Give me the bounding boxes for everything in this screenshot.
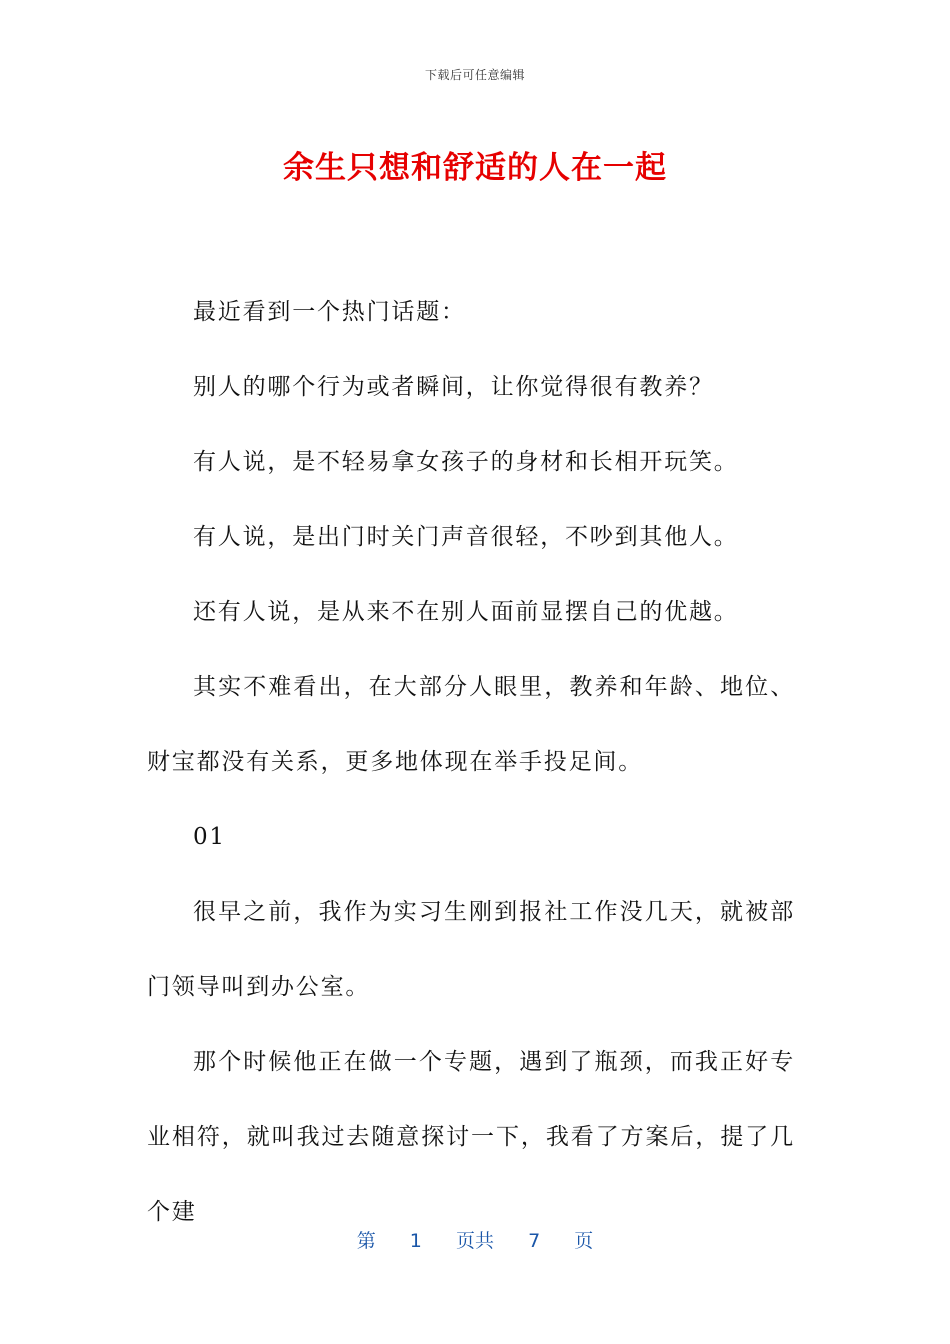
paragraph: 其实不难看出，在大部分人眼里，教养和年龄、地位、财宝都没有关系，更多地体现在举手投足间。 [147,674,795,775]
page-footer [0,1226,950,1253]
page-header-note: 下载后可任意编辑 [424,68,525,82]
total-pages-number: 7 [528,1230,541,1252]
document-title: 余生只想和舒适的人在一起 [283,150,667,186]
paragraph: 那个时候他正在做一个专题，遇到了瓶颈，而我正好专业相符，就叫我过去随意探讨一下，我看了方案后，提了几个建 [147,1049,795,1225]
paragraph: 别人的哪个行为或者瞬间，让你觉得很有教养？ [193,374,714,400]
page-mid-text: 页共 [455,1230,494,1252]
section-number: 01 [193,824,226,850]
page-suffix: 页 [574,1230,594,1252]
paragraph: 最近看到一个热门话题： [193,299,466,325]
page-prefix: 第 [356,1230,376,1252]
paragraph: 很早之前，我作为实习生刚到报社工作没几天，就被部门领导叫到办公室。 [147,899,795,1000]
paragraph: 还有人说，是从来不在别人面前显摆自己的优越。 [193,599,739,625]
paragraph: 有人说，是出门时关门声音很轻，不吵到其他人。 [193,524,739,550]
current-page-number: 1 [409,1230,422,1252]
paragraph: 有人说，是不轻易拿女孩子的身材和长相开玩笑。 [193,449,739,475]
document-body [147,275,795,1250]
